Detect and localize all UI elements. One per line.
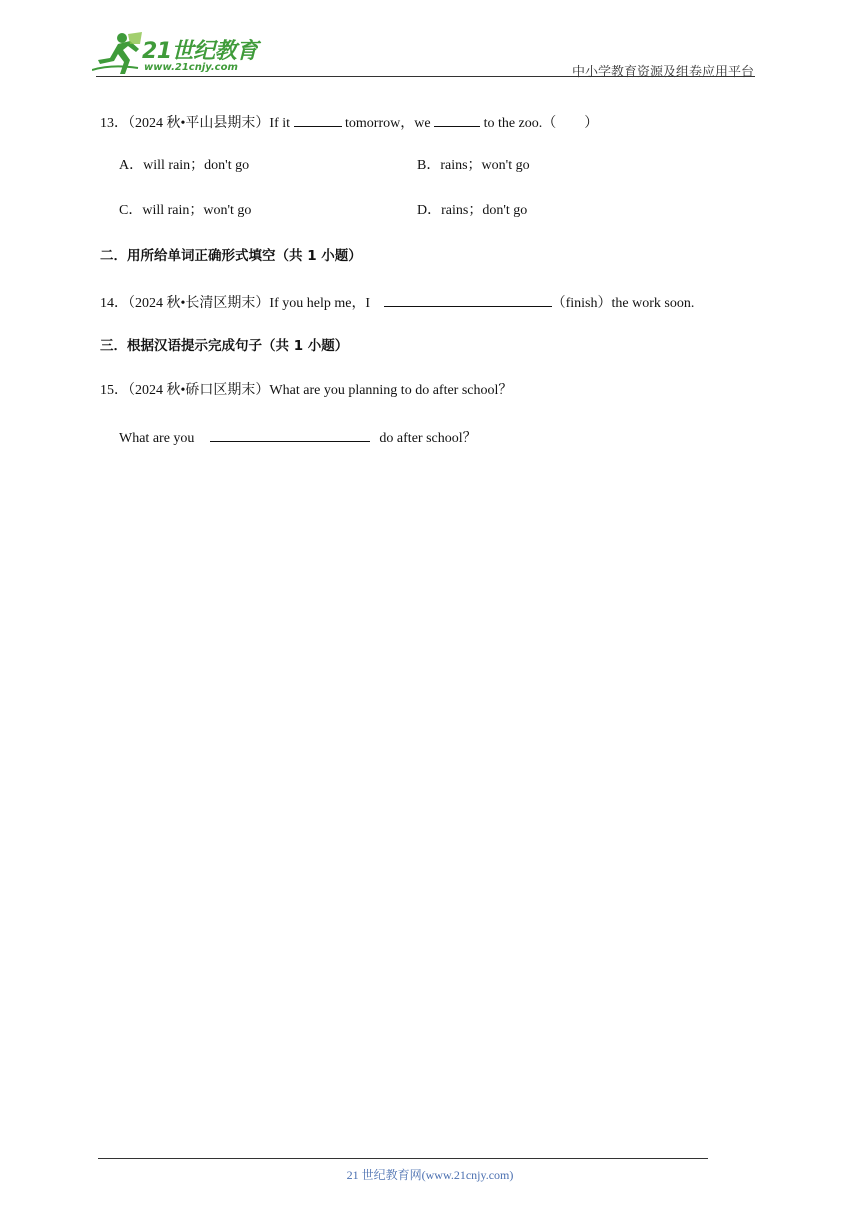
header-divider <box>96 76 755 77</box>
answer-text: What are you <box>119 431 198 446</box>
option-a[interactable] <box>119 157 249 175</box>
question-text: If it <box>269 116 294 131</box>
answer-line-15 <box>119 427 477 448</box>
platform-title: 中小学教育资源及组卷应用平台 <box>571 64 754 79</box>
option-b[interactable] <box>417 157 530 175</box>
question-15 <box>100 382 512 400</box>
question-source: （2024 秋•硚口区期末） <box>128 383 270 398</box>
answer-blank[interactable] <box>294 112 342 127</box>
question-number: 13． <box>100 116 128 131</box>
option-d[interactable] <box>417 202 527 220</box>
question-14 <box>100 292 694 313</box>
question-text: to the zoo.（ ） <box>480 116 599 131</box>
question-text: What are you planning to do after school？ <box>269 383 513 398</box>
question-text: （finish）the work soon. <box>551 296 695 311</box>
footer-divider <box>98 1158 708 1159</box>
logo-name: 21世纪教育 <box>142 39 258 64</box>
question-source: （2024 秋•长清区期末） <box>128 296 270 311</box>
site-logo <box>92 30 262 78</box>
option-c[interactable] <box>119 202 251 220</box>
question-number: 15． <box>100 383 128 398</box>
option-label: A． <box>119 158 144 173</box>
runner-logo-icon <box>92 30 144 76</box>
option-label: C． <box>119 203 143 218</box>
answer-blank[interactable] <box>434 112 480 127</box>
option-label: D． <box>417 203 442 218</box>
option-text: will rain；won't go <box>142 203 252 218</box>
page-header <box>0 0 860 80</box>
question-13 <box>100 112 598 133</box>
question-text: If you help me，I <box>269 296 374 311</box>
section-heading-3: 三．根据汉语提示完成句子（共 1 小题） <box>100 338 349 354</box>
answer-blank[interactable] <box>384 292 552 307</box>
option-text: rains；won't go <box>440 158 530 173</box>
question-source: （2024 秋•平山县期末） <box>128 116 270 131</box>
question-text: tomorrow，we <box>341 116 435 131</box>
option-text: rains；don't go <box>441 203 528 218</box>
option-label: B． <box>417 158 441 173</box>
question-number: 14． <box>100 296 128 311</box>
option-text: will rain；don't go <box>143 158 250 173</box>
logo-url: www.21cnjy.com <box>144 62 238 73</box>
answer-blank[interactable] <box>210 427 370 442</box>
section-heading-2: 二．用所给单词正确形式填空（共 1 小题） <box>100 248 362 264</box>
answer-text: do after school？ <box>375 431 477 446</box>
footer-text: 21 世纪教育网(www.21cnjy.com) <box>346 1168 514 1182</box>
